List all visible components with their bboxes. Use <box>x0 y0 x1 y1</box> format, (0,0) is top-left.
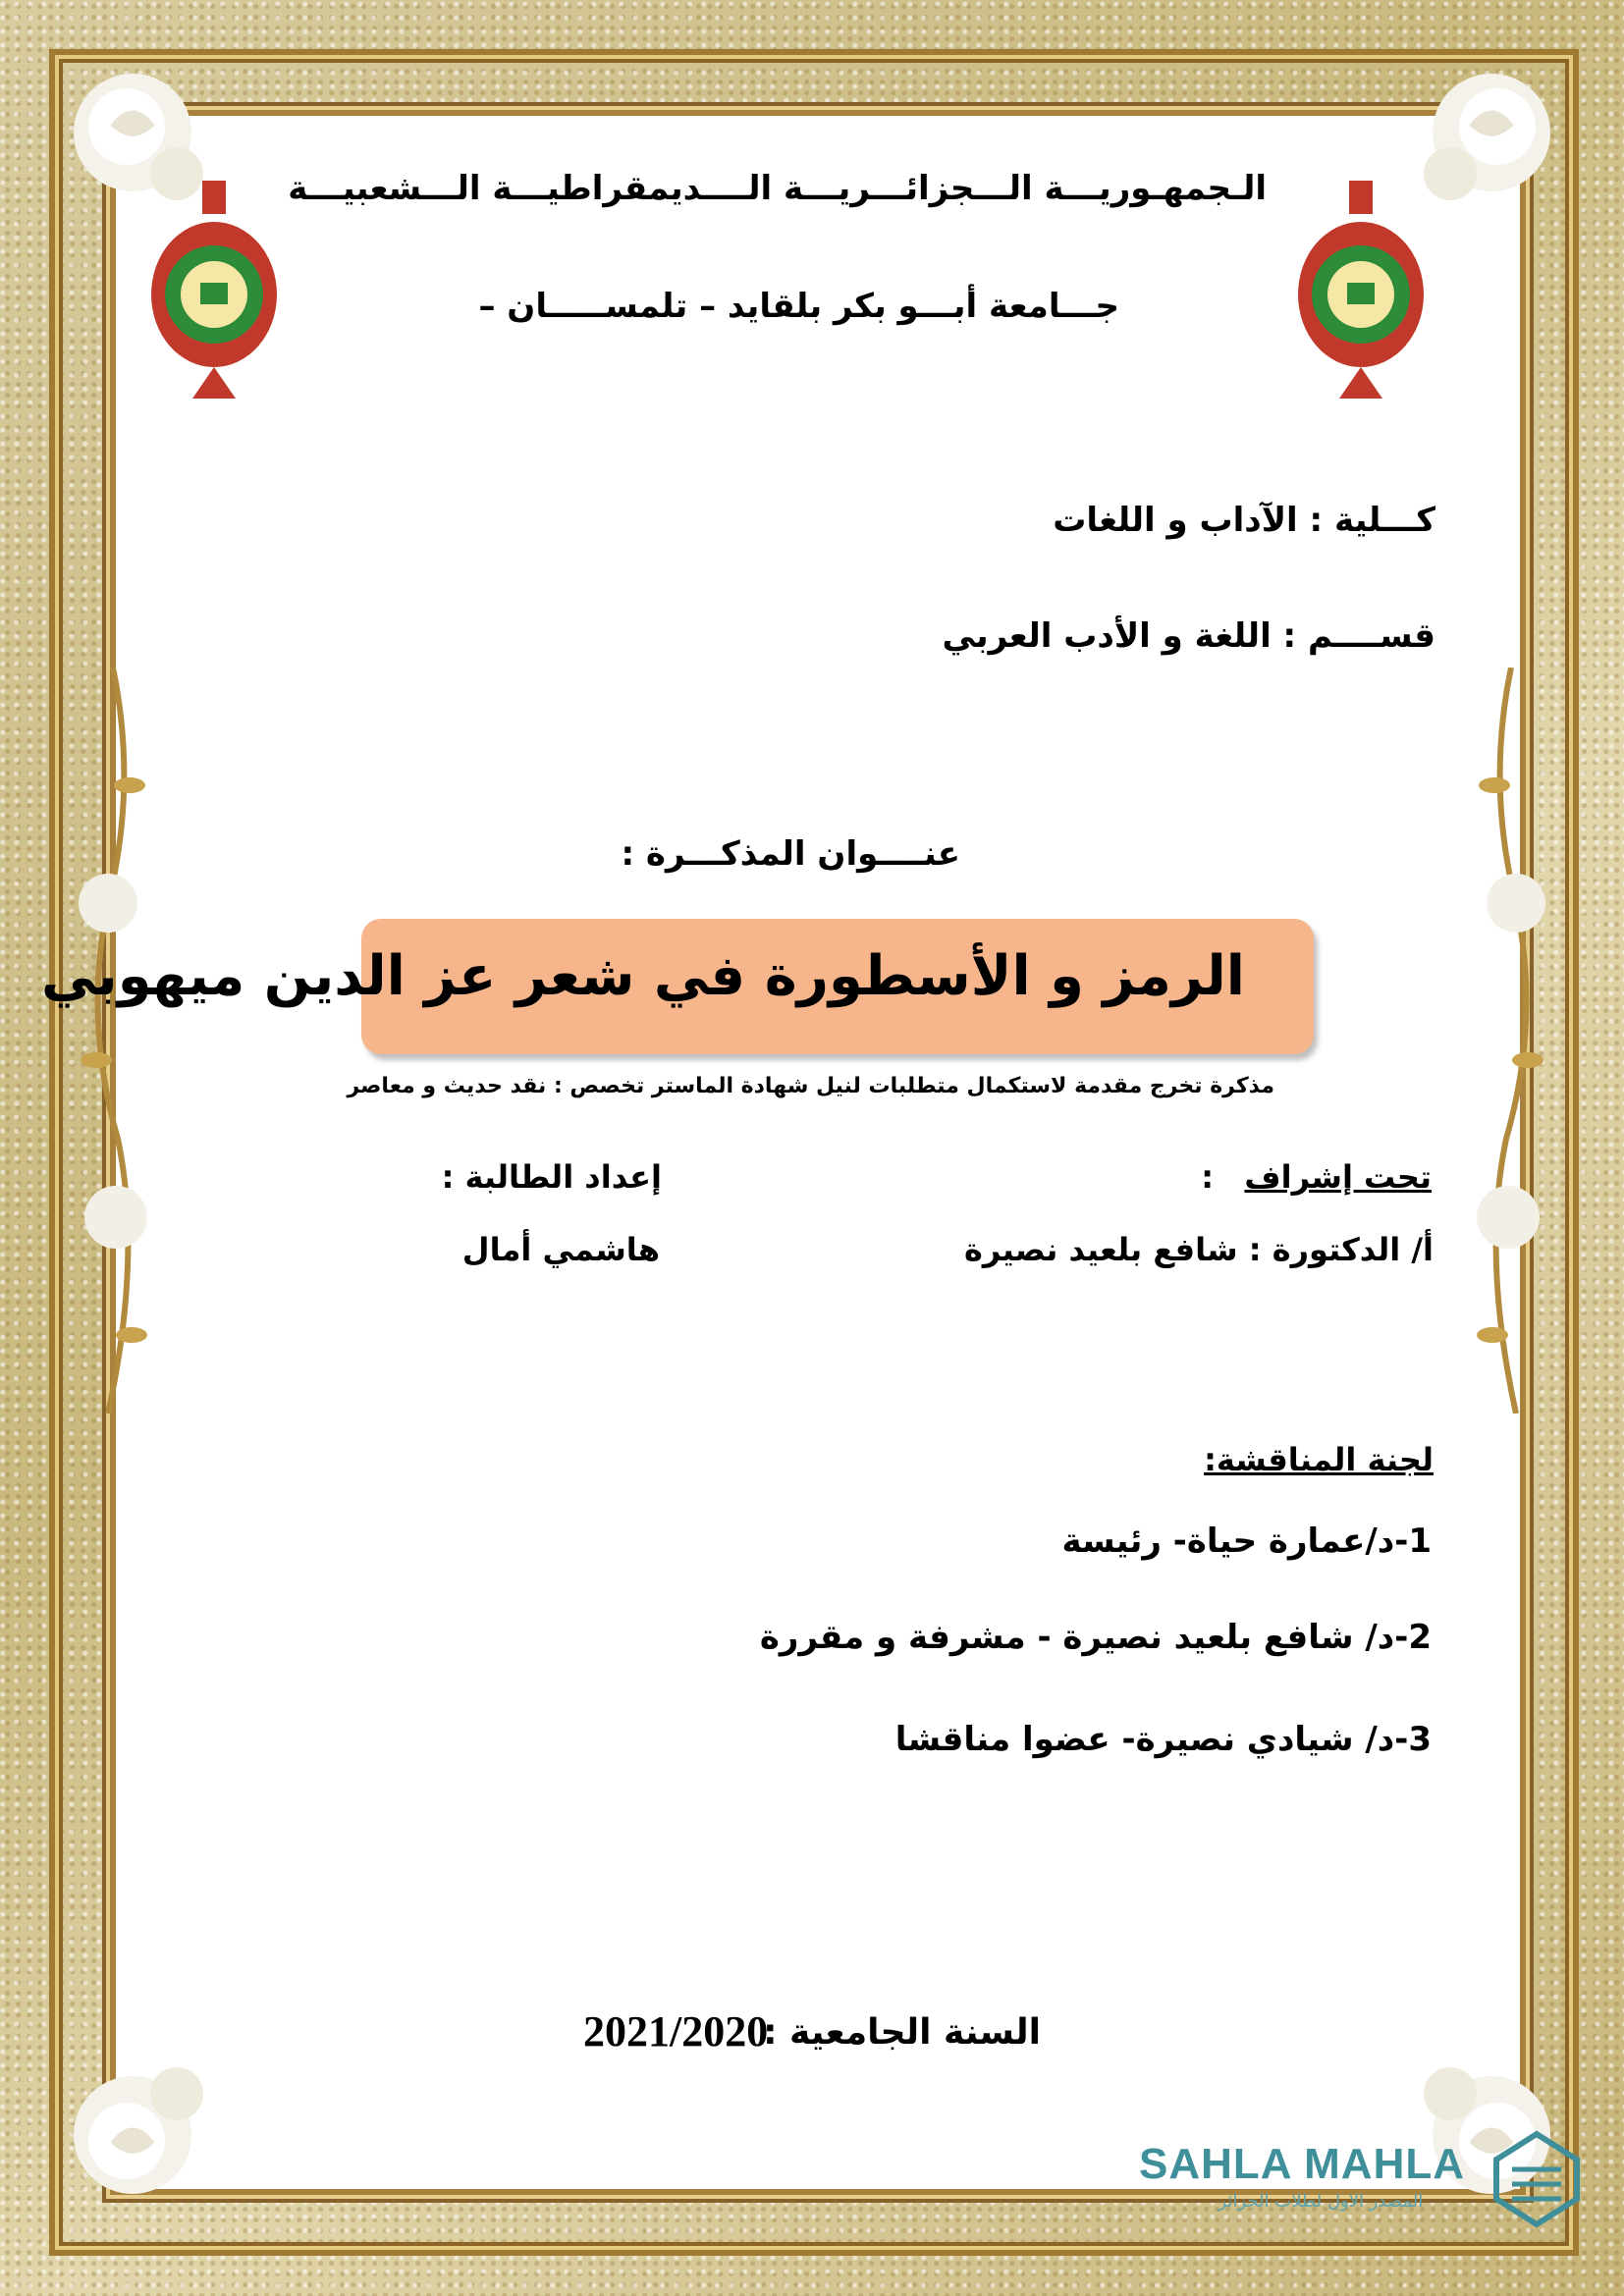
student-name: هاشمي أمال <box>461 1231 660 1268</box>
sahla-mahla-logo-icon <box>1492 2130 1581 2228</box>
academic-year-value: 2021/2020 <box>583 2007 769 2056</box>
document-paper <box>41 110 1526 2195</box>
academic-year-label: السنة الجامعية : <box>763 2012 1041 2053</box>
department-line: قســــم : اللغة و الأدب العربي <box>942 616 1435 656</box>
university-seal-right-icon <box>1292 177 1430 402</box>
committee-label: لجنة المناقشة: <box>1204 1441 1434 1478</box>
faculty-line: كـــلية : الآداب و اللغات <box>1053 501 1435 540</box>
thesis-note: مذكرة تخرج مقدمة لاستكمال متطلبات لنيل شهادة الماستر تخصص : نقد حديث و معاصر <box>347 1074 1274 1098</box>
committee-member: 3-د/ شيادي نصيرة- عضوا مناقشا <box>894 1720 1432 1759</box>
watermark-brand: SAHLA MAHLA <box>1139 2140 1465 2188</box>
rose-corner-icon <box>1418 59 1565 206</box>
student-label: إعداد الطالبة : <box>441 1158 662 1196</box>
committee-member: 2-د/ شافع بلعيد نصيرة - مشرفة و مقررة <box>759 1618 1432 1657</box>
rose-corner-icon <box>59 2061 206 2209</box>
supervision-label: تحت إشراف <box>1244 1158 1432 1196</box>
committee-member: 1-د/عمارة حياة- رئيسة <box>1061 1522 1432 1561</box>
university-heading: جـــامعة أبـــو بكر بلقايد – تلمســـــان – <box>478 287 1119 326</box>
supervision-colon: : <box>1201 1158 1214 1196</box>
supervisor-name: أ/ الدكتورة : شافع بلعيد نصيرة <box>963 1231 1434 1268</box>
thesis-title-label: عنــــوان المذكـــرة : <box>621 834 960 874</box>
university-seal-left-icon <box>145 177 283 402</box>
floral-vine-left-icon <box>69 667 157 1414</box>
republic-heading: الـجمهـوريـــة الـــجزائـــريـــة الــــديمقراطيـــة الـــشعبيـــة <box>288 169 1267 208</box>
thesis-title: الرمز و الأسطورة في شعر عز الدين ميهوبي <box>41 944 1245 1008</box>
watermark-tagline: المصدر الاول لطلاب الجزائر <box>1218 2191 1424 2212</box>
floral-vine-right-icon <box>1467 667 1555 1414</box>
